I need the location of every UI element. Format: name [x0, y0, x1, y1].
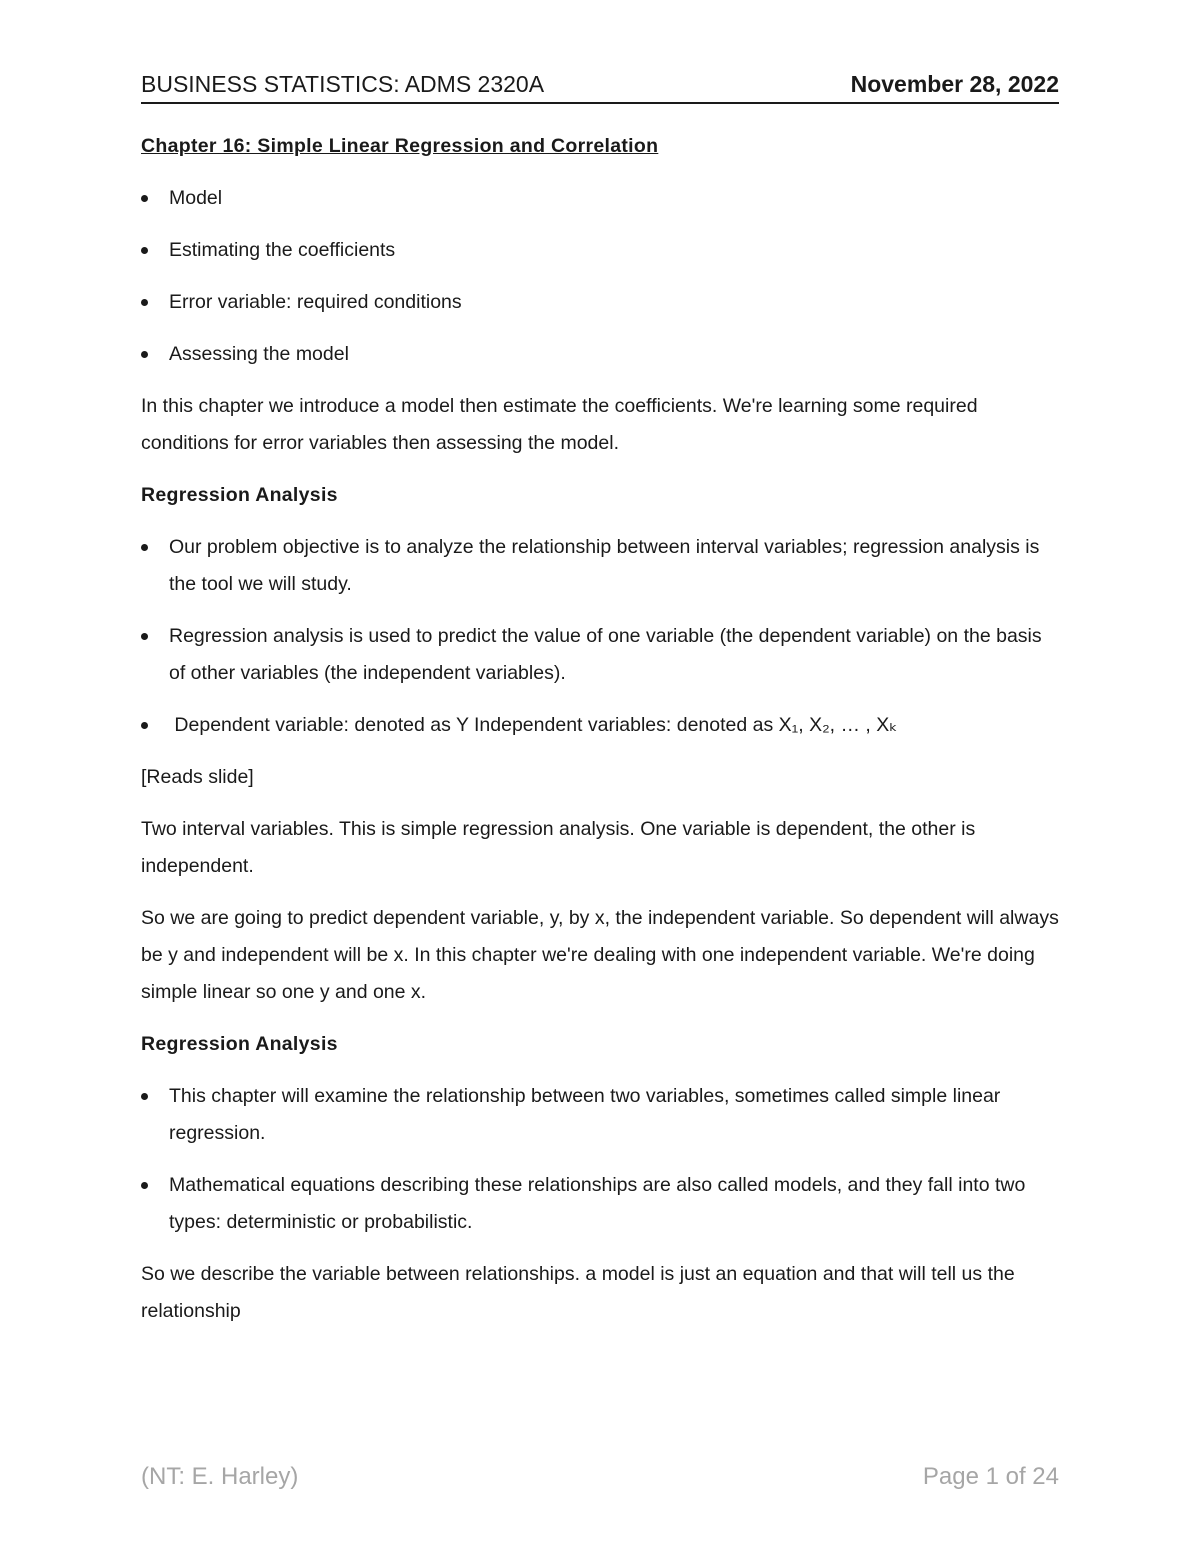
list-item-text: Error variable: required conditions: [169, 291, 462, 313]
bullet-icon: [141, 1093, 148, 1100]
bullet-icon: [141, 722, 148, 729]
page-footer: [141, 1462, 1059, 1492]
body-paragraph: [Reads slide]: [141, 766, 254, 788]
body-paragraph: So we describe the variable between relationships. a model is just an equation and that will tell us the relationship: [141, 1263, 1015, 1322]
bullet-icon: [141, 195, 148, 202]
chapter-title: Chapter 16: Simple Linear Regression and Correlation: [141, 135, 659, 157]
bullet-icon: [141, 351, 148, 358]
body-paragraph: Two interval variables. This is simple regression analysis. One variable is dependent, the other is independent.: [141, 818, 976, 877]
list-item: [141, 284, 1059, 321]
list-item-text: Our problem objective is to analyze the relationship between interval variables; regression analysis is the tool we will study.: [169, 536, 1040, 595]
list-item: [141, 529, 1059, 603]
body-paragraph: So we are going to predict dependent variable, y, by x, the independent variable. So dependent will always be y and independent will be x. In this chapter we're dealing with one independent variable. We're doing simple linear so one y and one x.: [141, 907, 1059, 1003]
list-item-text: Dependent variable: denoted as Y Independent variables: denoted as X₁, X₂, … , Xₖ: [169, 714, 898, 736]
list-item: [141, 1078, 1059, 1152]
bullet-icon: [141, 1182, 148, 1189]
page-content: [141, 128, 1059, 1345]
page-header: [141, 70, 1059, 104]
section-bullet-list: [141, 529, 1059, 744]
section-bullet-list: [141, 1078, 1059, 1241]
list-item: [141, 707, 1059, 744]
section-heading: Regression Analysis: [141, 484, 338, 506]
note-taker-credit: (NT: E. Harley): [141, 1463, 299, 1490]
bullet-icon: [141, 633, 148, 640]
list-item-text: Assessing the model: [169, 343, 349, 365]
list-item-text: Regression analysis is used to predict the value of one variable (the dependent variable) on the basis of other variables (the independent variables).: [169, 625, 1042, 684]
page-number: Page 1 of 24: [922, 1463, 1059, 1490]
bullet-icon: [141, 247, 148, 254]
list-item: [141, 232, 1059, 269]
list-item: [141, 336, 1059, 373]
course-title: BUSINESS STATISTICS: ADMS 2320A: [141, 71, 545, 97]
section-heading: Regression Analysis: [141, 1033, 338, 1055]
list-item-text: Mathematical equations describing these relationships are also called models, and they fall into two types: deterministic or probabilistic.: [169, 1174, 1026, 1233]
list-item: [141, 180, 1059, 217]
intro-paragraph: In this chapter we introduce a model then estimate the coefficients. We're learning some required conditions for error variables then assessing the model.: [141, 395, 978, 454]
list-item-text: Model: [169, 187, 223, 209]
bullet-icon: [141, 544, 148, 551]
list-item: [141, 1167, 1059, 1241]
list-item: [141, 618, 1059, 692]
list-item-text: This chapter will examine the relationship between two variables, sometimes called simple linear regression.: [169, 1085, 1001, 1144]
list-item-text: Estimating the coefficients: [169, 239, 396, 261]
topic-list: [141, 180, 1059, 373]
header-date: November 28, 2022: [850, 71, 1059, 97]
bullet-icon: [141, 299, 148, 306]
